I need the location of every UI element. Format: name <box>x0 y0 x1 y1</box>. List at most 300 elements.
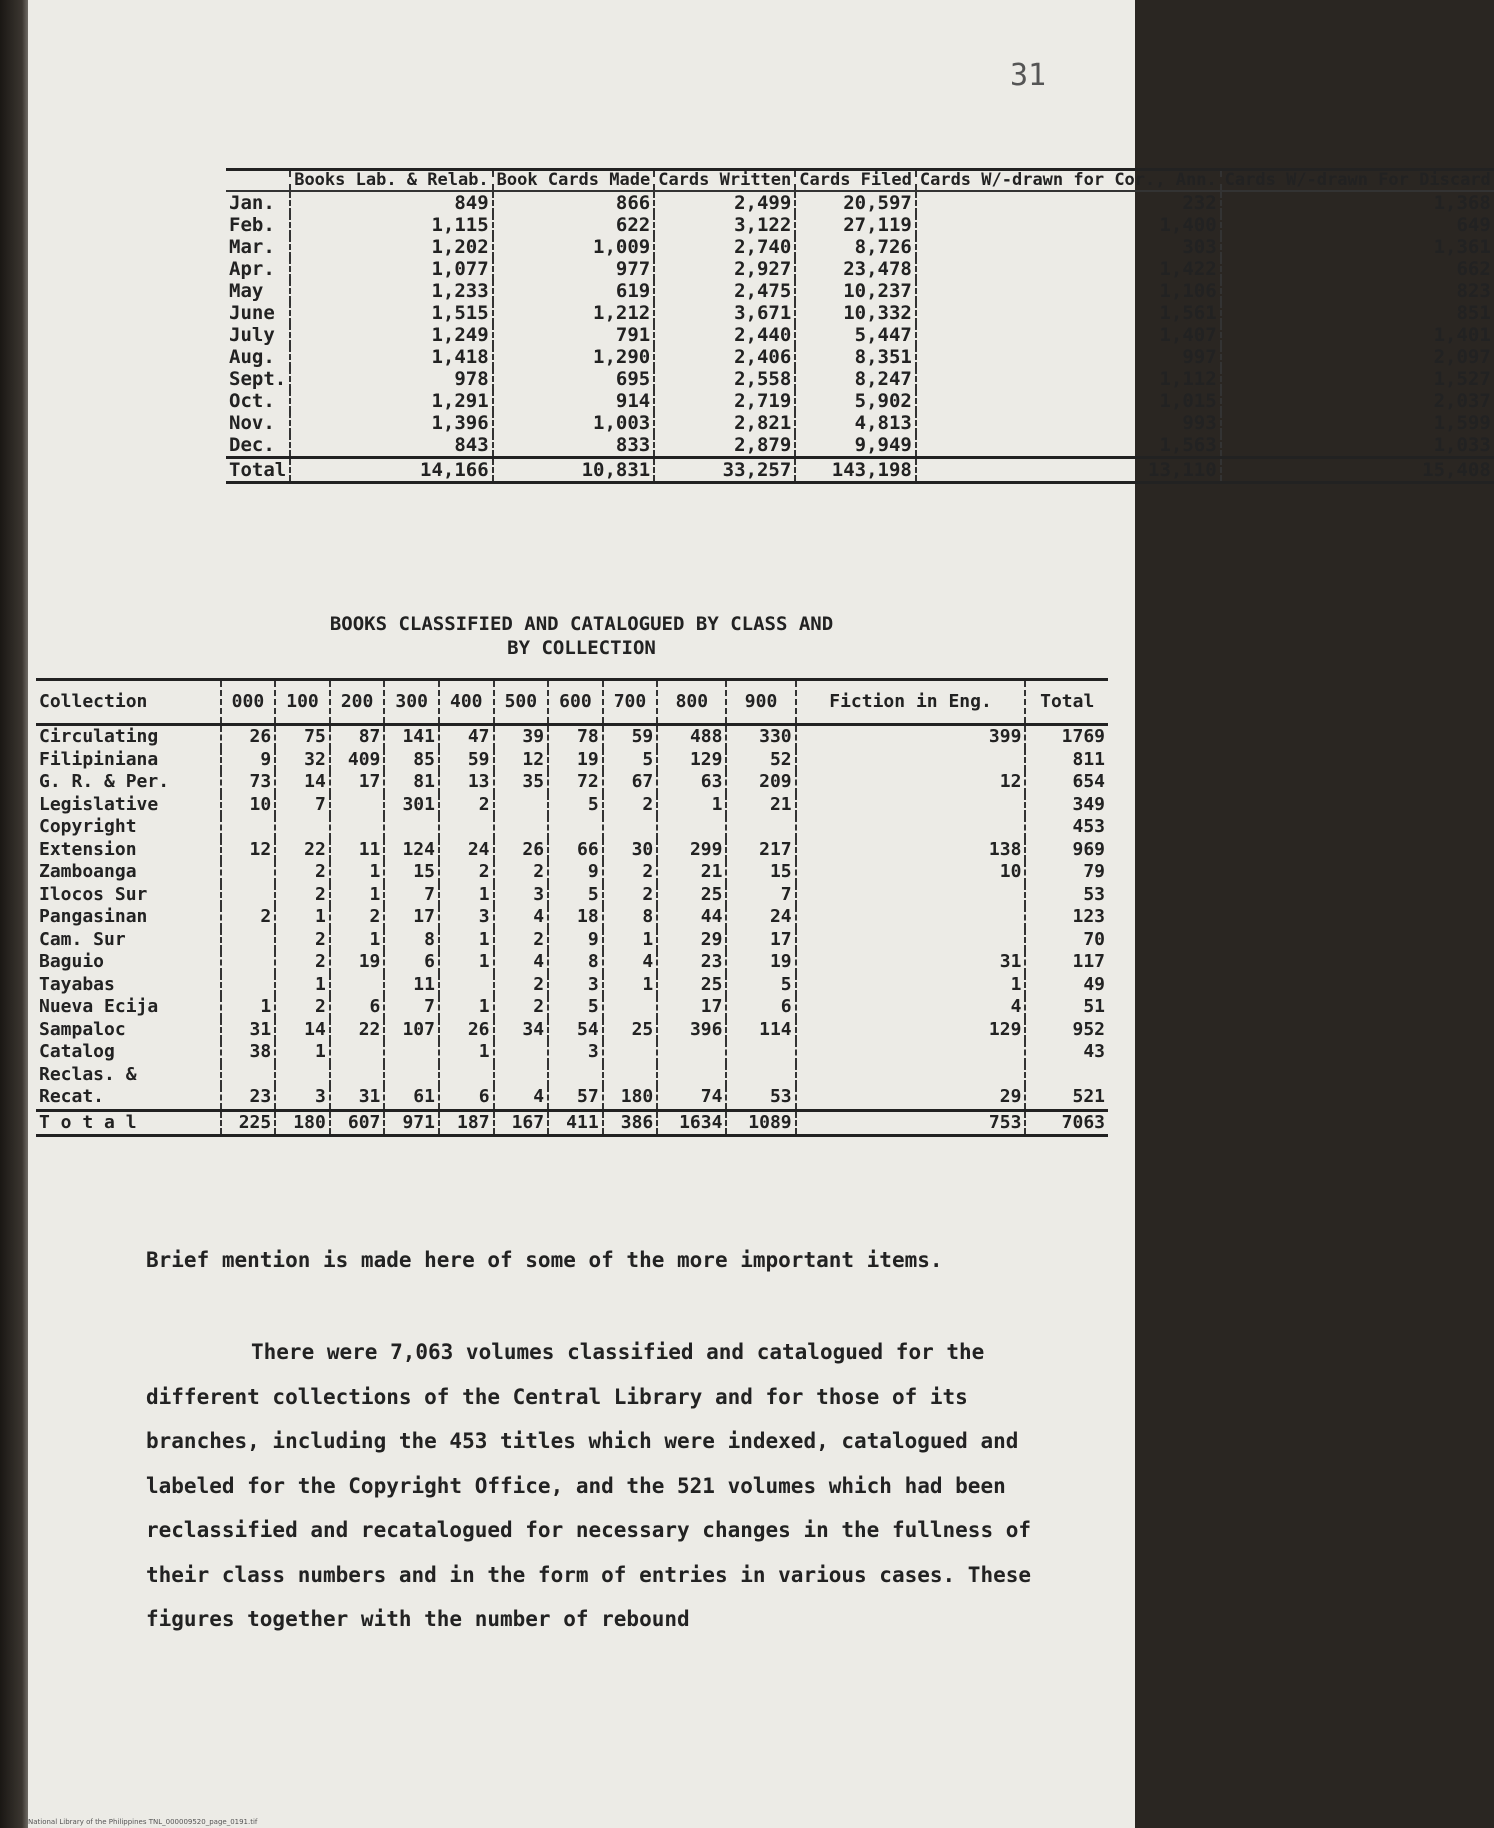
table-cell: 2,037 <box>1221 390 1494 412</box>
table-cell: 1 <box>330 884 385 907</box>
table-cell <box>796 816 1026 839</box>
table-cell <box>726 1064 795 1087</box>
table-cell: 107 <box>384 1019 439 1042</box>
table-row <box>36 816 1108 839</box>
column-header: Cards W/-drawn For Discard <box>1221 170 1494 192</box>
row-label: Baguio <box>39 951 105 972</box>
table-cell <box>603 816 658 839</box>
table-cell: 2 <box>603 861 658 884</box>
table-cell: 26 <box>494 839 549 862</box>
row-label: Sampaloc <box>39 1018 126 1040</box>
table-cell: 123 <box>1025 906 1108 929</box>
table-cell: 811 <box>1025 749 1108 772</box>
row-label: Extension <box>39 838 137 860</box>
table-cell: 5 <box>726 974 795 997</box>
class-table-header-row <box>36 680 1108 725</box>
row-label: Feb. <box>229 214 275 236</box>
table-cell: 39 <box>494 725 549 749</box>
table-cell: 6 <box>439 1086 494 1110</box>
table-cell: 11 <box>330 839 385 862</box>
table-cell <box>330 1041 385 1064</box>
monthly-table-body <box>226 191 1494 483</box>
table-cell: 18 <box>548 906 603 929</box>
row-label: Oct. <box>229 390 275 412</box>
row-label: Nueva Ecija <box>39 996 159 1017</box>
table-cell: 833 <box>493 434 655 458</box>
table-cell <box>548 1064 603 1087</box>
table-cell: 2 <box>439 794 494 817</box>
table-cell: 31 <box>330 1086 385 1110</box>
table-cell <box>221 974 276 997</box>
monthly-statistics-table <box>226 168 1494 484</box>
table-cell: 85 <box>384 749 439 772</box>
table-cell <box>494 1064 549 1087</box>
table-cell: 952 <box>1025 1019 1108 1042</box>
table-cell: 1 <box>330 861 385 884</box>
table-cell: 330 <box>726 725 795 749</box>
table-cell: 607 <box>330 1110 385 1136</box>
table-cell: 53 <box>1025 884 1108 907</box>
table-cell: 411 <box>548 1110 603 1136</box>
table-cell: 971 <box>384 1110 439 1136</box>
table-cell: 2 <box>221 906 276 929</box>
table-cell <box>384 1064 439 1087</box>
table-cell: 138 <box>796 839 1026 862</box>
class-collection-table <box>36 678 1108 1137</box>
row-label: Apr. <box>229 258 275 280</box>
column-header: Cards Written <box>654 170 795 192</box>
table-cell: 3,671 <box>654 302 795 324</box>
table-cell: 977 <box>493 258 655 280</box>
table-cell: 1,422 <box>916 258 1221 280</box>
table-cell <box>384 816 439 839</box>
table-cell: 1 <box>439 951 494 974</box>
row-label: Jan. <box>229 192 275 214</box>
row-label: T o t a l <box>36 1110 221 1136</box>
table-cell: 1,401 <box>1221 324 1494 346</box>
table-cell: 25 <box>657 884 726 907</box>
table-cell: 1 <box>275 906 330 929</box>
table-cell: 74 <box>657 1086 726 1110</box>
table-cell: 19 <box>330 951 385 974</box>
table-cell: 5 <box>548 794 603 817</box>
table-cell: 22 <box>275 839 330 862</box>
table-cell: 167 <box>494 1110 549 1136</box>
table-cell: 1,407 <box>916 324 1221 346</box>
table-cell: 4 <box>494 1086 549 1110</box>
table-cell <box>796 1041 1026 1064</box>
row-label: Tayabas <box>39 973 115 995</box>
table-cell <box>330 974 385 997</box>
table-cell: 1,115 <box>290 214 492 236</box>
table-cell: 1,418 <box>290 346 492 368</box>
total-row <box>36 1110 1108 1136</box>
table-cell <box>221 884 276 907</box>
row-label: Legislative <box>39 793 159 815</box>
table-cell: 1,033 <box>1221 434 1494 458</box>
table-cell: 8,351 <box>795 346 916 368</box>
table-cell: 1,112 <box>916 368 1221 390</box>
table-cell: 14 <box>275 771 330 794</box>
table-cell: 57 <box>548 1086 603 1110</box>
table-cell <box>221 951 276 974</box>
table-cell <box>221 929 276 952</box>
column-header: Cards W/-drawn for Cor., Ann. <box>916 170 1221 192</box>
table-row <box>226 368 1494 390</box>
table-cell: 843 <box>290 434 492 458</box>
table-cell: 969 <box>1025 839 1108 862</box>
table-cell: 823 <box>1221 280 1494 302</box>
table-cell: 1,599 <box>1221 412 1494 434</box>
table-row <box>36 974 1108 997</box>
table-cell: 1,106 <box>916 280 1221 302</box>
table-cell: 2,097 <box>1221 346 1494 368</box>
table-cell: 51 <box>1025 996 1108 1019</box>
table-cell: 13 <box>439 771 494 794</box>
table-cell: 5 <box>548 884 603 907</box>
table-cell: 1,009 <box>493 236 655 258</box>
table-cell: 1 <box>439 1041 494 1064</box>
column-header: Book Cards Made <box>493 170 655 192</box>
table-row <box>226 191 1494 214</box>
table-cell: 13,110 <box>916 458 1221 483</box>
table-cell: 1,515 <box>290 302 492 324</box>
table-cell: 70 <box>1025 929 1108 952</box>
table-cell: 2,558 <box>654 368 795 390</box>
table-cell: 19 <box>726 951 795 974</box>
table-cell: 53 <box>726 1086 795 1110</box>
table-cell: 24 <box>439 839 494 862</box>
table-cell: 1 <box>439 996 494 1019</box>
table-cell: 187 <box>439 1110 494 1136</box>
table-cell: 23 <box>221 1086 276 1110</box>
table-cell: 29 <box>657 929 726 952</box>
table-cell <box>221 861 276 884</box>
table-cell: 15 <box>726 861 795 884</box>
table-caption-line-2: BY COLLECTION <box>507 637 656 659</box>
table-cell: 5,902 <box>795 390 916 412</box>
table-cell: 2,499 <box>654 191 795 214</box>
table-cell: 10,831 <box>493 458 655 483</box>
table-cell <box>330 794 385 817</box>
table-cell: 67 <box>603 771 658 794</box>
table-cell: 63 <box>657 771 726 794</box>
table-cell <box>330 1064 385 1087</box>
table-cell: 17 <box>330 771 385 794</box>
table-cell: 9 <box>548 929 603 952</box>
table-cell: 14,166 <box>290 458 492 483</box>
table-cell: 31 <box>796 951 1026 974</box>
table-cell: 66 <box>548 839 603 862</box>
row-label: Catalog <box>39 1041 115 1062</box>
column-header: Books Lab. & Relab. <box>290 170 492 192</box>
table-cell: 2 <box>494 974 549 997</box>
table-cell: 1769 <box>1025 725 1108 749</box>
column-header: 900 <box>726 680 795 725</box>
table-cell: 791 <box>493 324 655 346</box>
table-cell: 38 <box>221 1041 276 1064</box>
table-cell: 1 <box>439 929 494 952</box>
table-cell: 21 <box>726 794 795 817</box>
table-row <box>36 725 1108 749</box>
total-row <box>226 458 1494 483</box>
table-cell: 1 <box>275 1041 330 1064</box>
table-cell <box>796 1064 1026 1087</box>
table-cell: 2 <box>275 929 330 952</box>
table-cell: 10 <box>221 794 276 817</box>
table-cell: 914 <box>493 390 655 412</box>
table-cell: 32 <box>275 749 330 772</box>
table-cell: 1 <box>603 974 658 997</box>
table-cell <box>657 1064 726 1087</box>
table-cell: 301 <box>384 794 439 817</box>
column-header: 800 <box>657 680 726 725</box>
row-label: Aug. <box>229 346 275 368</box>
table-cell <box>657 1041 726 1064</box>
table-cell <box>439 816 494 839</box>
table-cell: 15,408 <box>1221 458 1494 483</box>
table-cell: 1 <box>657 794 726 817</box>
class-table-body <box>36 725 1108 1136</box>
table-cell: 3 <box>548 1041 603 1064</box>
table-cell: 81 <box>384 771 439 794</box>
table-cell <box>494 1041 549 1064</box>
column-header: 000 <box>221 680 276 725</box>
table-cell: 997 <box>916 346 1221 368</box>
table-cell: 180 <box>275 1110 330 1136</box>
table-cell: 49 <box>1025 974 1108 997</box>
table-cell <box>439 974 494 997</box>
table-cell: 29 <box>796 1086 1026 1110</box>
table-cell <box>275 1064 330 1087</box>
column-header: Cards Filed <box>795 170 916 192</box>
table-cell: 7063 <box>1025 1110 1108 1136</box>
table-cell: 7 <box>384 884 439 907</box>
table-cell: 10 <box>796 861 1026 884</box>
table-cell: 20,597 <box>795 191 916 214</box>
table-cell: 386 <box>603 1110 658 1136</box>
table-cell: 2 <box>275 884 330 907</box>
table-row <box>36 839 1108 862</box>
table-cell: 1,233 <box>290 280 492 302</box>
table-cell: 1 <box>330 929 385 952</box>
row-label: Recat. <box>39 1086 105 1107</box>
table-cell <box>796 749 1026 772</box>
table-cell: 1 <box>796 974 1026 997</box>
table-row <box>226 390 1494 412</box>
table-cell: 1,202 <box>290 236 492 258</box>
table-cell: 1,291 <box>290 390 492 412</box>
table-cell <box>548 816 603 839</box>
table-cell: 622 <box>493 214 655 236</box>
table-cell: 2,475 <box>654 280 795 302</box>
table-cell: 12 <box>494 749 549 772</box>
table-cell: 1634 <box>657 1110 726 1136</box>
table-cell: 2 <box>275 996 330 1019</box>
table-row <box>226 302 1494 324</box>
table-cell: 8,247 <box>795 368 916 390</box>
table-cell: 9 <box>548 861 603 884</box>
table-cell: 2,740 <box>654 236 795 258</box>
table-cell: 993 <box>916 412 1221 434</box>
table-cell: 44 <box>657 906 726 929</box>
table-cell: 143,198 <box>795 458 916 483</box>
table-row <box>226 346 1494 368</box>
column-header: 300 <box>384 680 439 725</box>
table-cell: 2 <box>494 861 549 884</box>
table-cell: 654 <box>1025 771 1108 794</box>
column-header: 100 <box>275 680 330 725</box>
table-cell <box>494 794 549 817</box>
table-cell: 409 <box>330 749 385 772</box>
table-cell <box>275 816 330 839</box>
monthly-table-header-row <box>226 170 1494 192</box>
table-row <box>36 929 1108 952</box>
table-cell: 33,257 <box>654 458 795 483</box>
table-cell: 23 <box>657 951 726 974</box>
table-cell <box>726 1041 795 1064</box>
table-cell: 129 <box>796 1019 1026 1042</box>
table-cell: 4 <box>494 906 549 929</box>
row-label: June <box>229 302 275 324</box>
table-cell: 47 <box>439 725 494 749</box>
row-label: Total <box>226 458 290 483</box>
table-cell: 1,212 <box>493 302 655 324</box>
table-cell: 59 <box>439 749 494 772</box>
table-cell: 1 <box>439 884 494 907</box>
table-cell: 34 <box>494 1019 549 1042</box>
table-cell: 1 <box>603 929 658 952</box>
table-cell: 35 <box>494 771 549 794</box>
table-row <box>36 951 1108 974</box>
table-row <box>36 1086 1108 1110</box>
table-row <box>36 1041 1108 1064</box>
page-number: 31 <box>1010 58 1047 93</box>
table-row <box>36 1064 1108 1087</box>
table-cell: 12 <box>796 771 1026 794</box>
table-cell: 217 <box>726 839 795 862</box>
column-header: 200 <box>330 680 385 725</box>
table-cell: 4,813 <box>795 412 916 434</box>
table-cell: 2,821 <box>654 412 795 434</box>
table-cell: 2,440 <box>654 324 795 346</box>
row-label: Copyright <box>39 816 137 837</box>
table-cell: 73 <box>221 771 276 794</box>
row-label: Filipiniana <box>39 748 159 770</box>
column-header <box>226 170 290 192</box>
table-cell: 1,249 <box>290 324 492 346</box>
column-header: 600 <box>548 680 603 725</box>
table-cell: 87 <box>330 725 385 749</box>
table-cell: 30 <box>603 839 658 862</box>
table-cell <box>726 816 795 839</box>
table-cell: 5 <box>603 749 658 772</box>
table-cell: 649 <box>1221 214 1494 236</box>
table-cell: 232 <box>916 191 1221 214</box>
table-cell <box>796 906 1026 929</box>
table-cell: 129 <box>657 749 726 772</box>
row-label: July <box>229 324 275 346</box>
table-cell: 1,563 <box>916 434 1221 458</box>
row-label: Zamboanga <box>39 861 137 882</box>
row-label: Nov. <box>229 412 275 434</box>
table-cell: 209 <box>726 771 795 794</box>
table-cell: 2 <box>330 906 385 929</box>
row-label: Reclas. & <box>39 1063 137 1085</box>
table-row <box>226 412 1494 434</box>
table-cell: 619 <box>493 280 655 302</box>
table-cell <box>221 1064 276 1087</box>
table-cell: 4 <box>796 996 1026 1019</box>
archive-stamp: National Library of the Philippines TNL_000009520_page_0191.tif <box>28 1818 258 1826</box>
table-cell: 849 <box>290 191 492 214</box>
table-cell: 6 <box>330 996 385 1019</box>
column-header: 400 <box>439 680 494 725</box>
table-cell: 866 <box>493 191 655 214</box>
table-cell: 662 <box>1221 258 1494 280</box>
table-cell: 2,879 <box>654 434 795 458</box>
table-cell: 21 <box>657 861 726 884</box>
table-cell: 141 <box>384 725 439 749</box>
table-cell <box>384 1041 439 1064</box>
table-cell: 5 <box>548 996 603 1019</box>
table-cell: 23,478 <box>795 258 916 280</box>
table-row <box>226 280 1494 302</box>
column-header: 700 <box>603 680 658 725</box>
table-cell: 8,726 <box>795 236 916 258</box>
table-row <box>36 996 1108 1019</box>
column-header: Total <box>1025 680 1108 725</box>
table-cell: 6 <box>726 996 795 1019</box>
table-cell: 17 <box>726 929 795 952</box>
table-cell: 1089 <box>726 1110 795 1136</box>
row-label: Cam. Sur <box>39 928 126 950</box>
table-cell: 4 <box>494 951 549 974</box>
table-row <box>36 1019 1108 1042</box>
table-cell: 14 <box>275 1019 330 1042</box>
table-cell: 1,368 <box>1221 191 1494 214</box>
table-cell: 72 <box>548 771 603 794</box>
table-cell: 488 <box>657 725 726 749</box>
table-cell <box>1025 1064 1108 1087</box>
table-cell: 79 <box>1025 861 1108 884</box>
table-cell <box>603 1064 658 1087</box>
table-cell: 43 <box>1025 1041 1108 1064</box>
table-row <box>36 749 1108 772</box>
table-cell: 117 <box>1025 951 1108 974</box>
table-cell: 17 <box>384 906 439 929</box>
table-cell: 2,719 <box>654 390 795 412</box>
document-page <box>28 0 1491 1828</box>
table-cell: 17 <box>657 996 726 1019</box>
table-cell: 54 <box>548 1019 603 1042</box>
table-cell: 25 <box>603 1019 658 1042</box>
table-cell: 124 <box>384 839 439 862</box>
table-cell: 19 <box>548 749 603 772</box>
table-cell: 453 <box>1025 816 1108 839</box>
table-cell: 12 <box>221 839 276 862</box>
table-cell: 225 <box>221 1110 276 1136</box>
table-cell: 26 <box>439 1019 494 1042</box>
paragraph-brief-mention: Brief mention is made here of some of the more important items. <box>146 1248 943 1272</box>
table-cell: 2 <box>275 951 330 974</box>
table-cell: 24 <box>726 906 795 929</box>
row-label: Circulating <box>39 726 159 747</box>
table-row <box>226 258 1494 280</box>
row-label: G. R. & Per. <box>39 771 170 792</box>
table-cell: 303 <box>916 236 1221 258</box>
table-cell <box>221 816 276 839</box>
